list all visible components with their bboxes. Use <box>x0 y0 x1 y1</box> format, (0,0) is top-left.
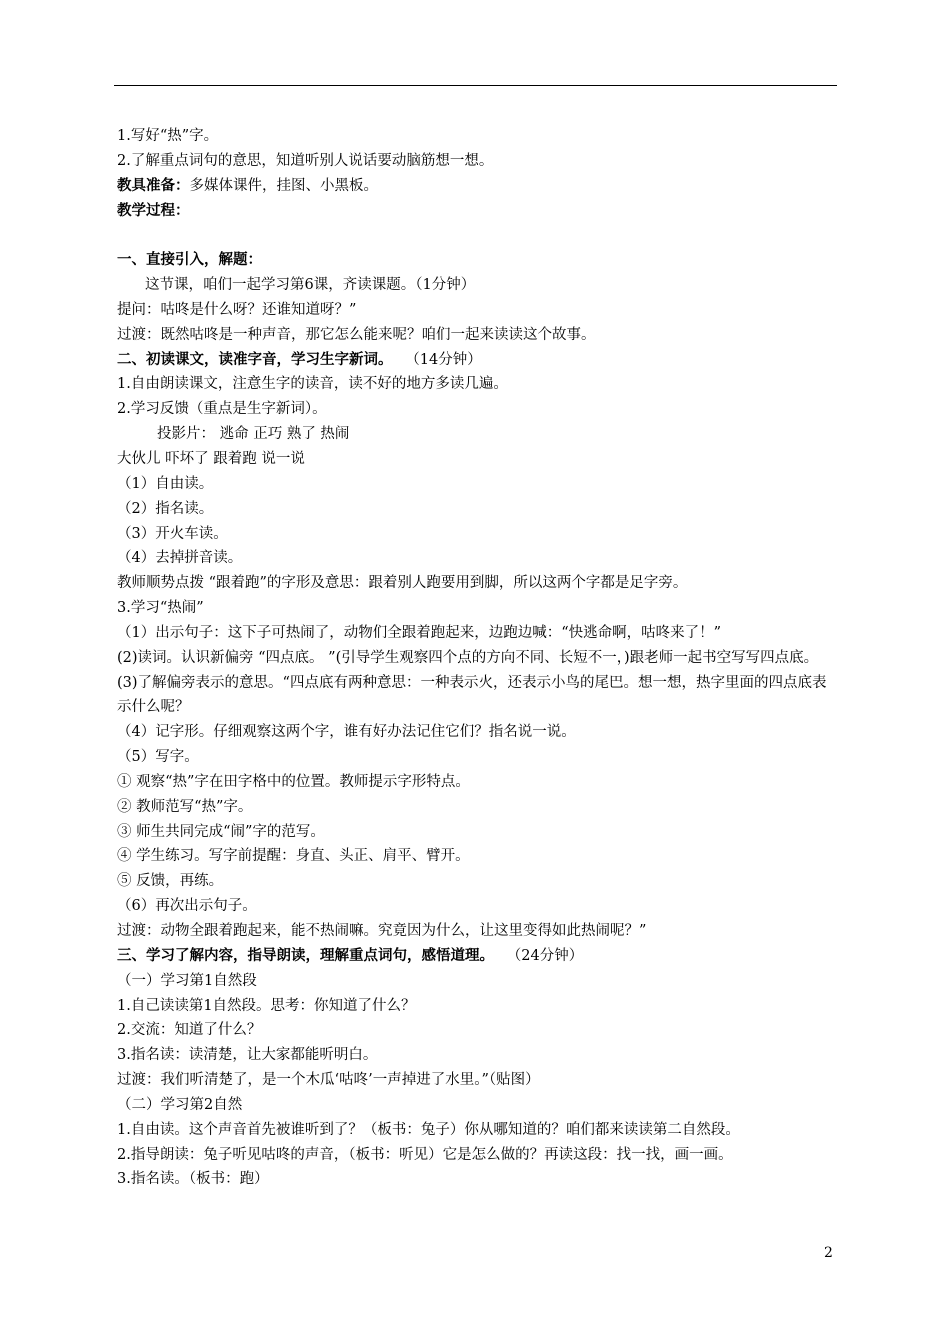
text-line: 2.学习反馈（重点是生字新词）。 <box>117 401 327 418</box>
text-line: 1.自由朗读课文，注意生字的读音，读不好的地方多读几遍。 <box>117 376 508 393</box>
text-line: 3.指名读。（板书：跑） <box>117 1171 269 1188</box>
field-label: 教具准备： <box>117 176 190 194</box>
text-line: 2.指导朗读：兔子听见咕咚的声音，（板书：听见）它是怎么做的？再读这段：找一找，画一画。 <box>117 1146 733 1163</box>
text-line: 1.写好“热”字。 <box>117 128 219 144</box>
text-line: （1）出示句子：这下子可热闹了，动物们全跟着跑起来，边跑边喊：“快逃命啊，咕咚来了！” <box>117 624 722 641</box>
text-line: 投影片： 逃命 正巧 熟了 热闹 <box>157 426 350 443</box>
text-line: 教师顺势点拨 “跟着跑”的字形及意思：跟着别人跑要用到脚，所以这两个字都是足字旁。 <box>117 575 688 592</box>
text-line <box>117 174 839 199</box>
text-line: 过渡：既然咕咚是一种声音，那它怎么能来呢？咱们一起来读读这个故事。 <box>117 326 596 343</box>
text-line: 3.指名读：读清楚，让大家都能听明白。 <box>117 1047 378 1064</box>
text-line: 2.交流：知道了什么？ <box>117 1022 262 1039</box>
text-line: （4）记字形。仔细观察这两个字，谁有好办法记住它们？指名说一说。 <box>117 724 576 741</box>
blank-line <box>117 223 839 248</box>
field-label: 教学过程： <box>117 201 190 219</box>
text-line: 这节课，咱们一起学习第6课，齐读课题。（1分钟） <box>145 277 476 294</box>
text-line: （5）写字。 <box>117 749 199 766</box>
document-body <box>117 124 839 1192</box>
header-rule <box>114 85 837 86</box>
heading-suffix: （14分钟） <box>412 351 482 368</box>
text-line: ① 观察“热”字在田字格中的位置。教师提示字形特点。 <box>117 773 470 790</box>
text-line: 过渡：我们听清楚了，是一个木瓜‘咕咚’一声掉进了水里。”（贴图） <box>117 1072 540 1089</box>
heading-suffix: （24分钟） <box>514 947 584 964</box>
heading-text: 二、初读课文，读准字音，学习生字新词。 <box>117 350 393 368</box>
text-line: （4）去掉拼音读。 <box>117 550 243 567</box>
text-line: ③ 师生共同完成“闹”字的范写。 <box>117 823 325 840</box>
text-line: (3)了解偏旁表示的意思。“四点底有两种意思：一种表示火，还表示小鸟的尾巴。想一想，热字里面的四点底表示什么呢？ <box>117 674 827 716</box>
text-line: ⑤ 反馈，再练。 <box>117 873 224 890</box>
text-line: （6）再次出示句子。 <box>117 898 257 915</box>
text-line <box>117 199 839 224</box>
text-line: （2）指名读。 <box>117 500 214 517</box>
text-line: 提问：咕咚是什么呀？还谁知道呀？” <box>117 301 357 318</box>
text-line: （1）自由读。 <box>117 475 214 492</box>
text-line: （3）开火车读。 <box>117 525 228 542</box>
text-line: 大伙儿 吓坏了 跟着跑 说一说 <box>117 450 305 467</box>
text-line: 1.自由读。这个声音首先被谁听到了？（板书：兔子）你从哪知道的？咱们都来读读第二自然段。 <box>117 1121 740 1138</box>
section-heading <box>117 944 839 969</box>
heading-suffix <box>262 252 282 268</box>
text-line: 过渡：动物全跟着跑起来，能不热闹嘛。究竟因为什么，让这里变得如此热闹呢？” <box>117 923 647 939</box>
heading-text: 一、直接引入，解题： <box>117 251 262 269</box>
text-line: ② 教师范写“热”字。 <box>117 798 253 815</box>
text-line: 3.学习“热闹” <box>117 600 204 617</box>
page-number: 2 <box>824 1245 833 1261</box>
heading-text: 三、学习了解内容，指导朗读，理解重点词句，感悟道理。 <box>117 946 494 964</box>
text-line: 1.自己读读第1自然段。思考：你知道了什么？ <box>117 997 416 1014</box>
text-line: (2)读词。认识新偏旁 “四点底。 ”(引导学生观察四个点的方向不同、长短不一，)跟老师一起书空写写四点底。 <box>117 649 819 666</box>
text-line: （二）学习第2自然 <box>117 1096 243 1113</box>
section-heading <box>117 248 839 273</box>
field-value: 多媒体课件，挂图、小黑板。 <box>189 177 378 194</box>
section-heading <box>117 348 839 373</box>
text-line: 2.了解重点词句的意思，知道听别人说话要动脑筋想一想。 <box>117 152 494 169</box>
text-line: （一）学习第1自然段 <box>117 972 257 989</box>
text-line: ④ 学生练习。写字前提醒：身直、头正、肩平、臂开。 <box>117 848 470 865</box>
